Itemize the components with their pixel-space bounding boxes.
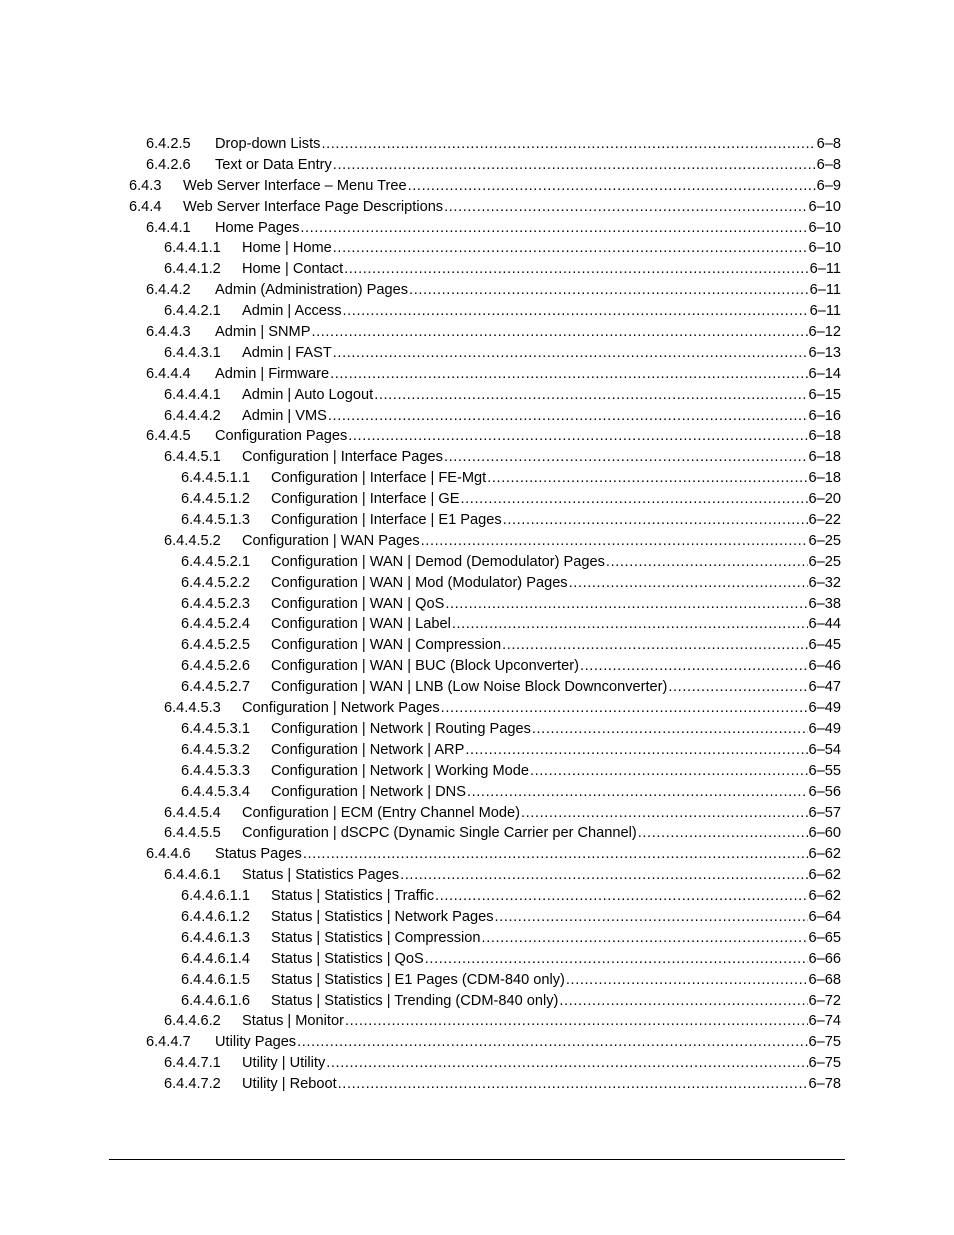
toc-entry[interactable] bbox=[0, 197, 954, 218]
toc-entry[interactable] bbox=[0, 865, 954, 886]
toc-entry[interactable] bbox=[0, 719, 954, 740]
toc-entry-page-number: 6–13 bbox=[808, 344, 841, 361]
toc-entry-page-number: 6–65 bbox=[808, 929, 841, 946]
toc-entry-title: Configuration | WAN | Demod (Demodulator) Pages bbox=[271, 553, 605, 570]
toc-entry-page-number: 6–46 bbox=[808, 658, 841, 675]
toc-entry-number: 6.4.4.5.4 bbox=[164, 804, 221, 821]
toc-entry-page-number: 6–10 bbox=[808, 219, 841, 236]
toc-entry-page-number: 6–14 bbox=[808, 365, 841, 382]
toc-entry-page-number: 6–16 bbox=[808, 407, 841, 424]
toc-dot-leader bbox=[311, 322, 807, 343]
toc-entry-page-number: 6–18 bbox=[808, 449, 841, 466]
toc-dot-leader bbox=[530, 761, 808, 782]
toc-entry[interactable] bbox=[0, 280, 954, 301]
toc-entry-title: Configuration | Interface | FE-Mgt bbox=[271, 470, 487, 487]
toc-entry[interactable] bbox=[0, 406, 954, 427]
toc-dot-leader bbox=[532, 719, 808, 740]
toc-dot-leader bbox=[408, 176, 816, 197]
toc-entry-title: Configuration | Interface Pages bbox=[242, 449, 443, 466]
toc-entry[interactable] bbox=[0, 782, 954, 803]
toc-entry[interactable] bbox=[0, 489, 954, 510]
toc-entry-page-number: 6–62 bbox=[808, 846, 841, 863]
toc-dot-leader bbox=[487, 468, 807, 489]
toc-entry-number: 6.4.4.6.1.6 bbox=[181, 992, 250, 1009]
toc-entry-title: Status | Statistics Pages bbox=[242, 867, 400, 884]
toc-dot-leader bbox=[444, 197, 807, 218]
toc-entry-page-number: 6–75 bbox=[808, 1034, 841, 1051]
toc-entry-page-number: 6–10 bbox=[808, 240, 841, 257]
toc-entry[interactable] bbox=[0, 928, 954, 949]
toc-entry-page-number: 6–25 bbox=[808, 553, 841, 570]
toc-entry-number: 6.4.4.5.3.2 bbox=[181, 741, 250, 758]
toc-dot-leader bbox=[482, 928, 808, 949]
toc-dot-leader bbox=[330, 364, 807, 385]
toc-entry-page-number: 6–60 bbox=[808, 825, 841, 842]
toc-dot-leader bbox=[333, 238, 808, 259]
toc-entry-number: 6.4.4.5.1.1 bbox=[181, 470, 250, 487]
toc-entry-title: Configuration | Network | DNS bbox=[271, 783, 466, 800]
toc-dot-leader bbox=[606, 552, 808, 573]
toc-entry-page-number: 6–12 bbox=[808, 324, 841, 341]
toc-entry[interactable] bbox=[0, 573, 954, 594]
toc-entry-page-number: 6–8 bbox=[816, 136, 841, 152]
toc-entry[interactable] bbox=[0, 385, 954, 406]
toc-entry[interactable] bbox=[0, 447, 954, 468]
toc-entry-number: 6.4.4.1.1 bbox=[164, 240, 221, 257]
toc-entry[interactable] bbox=[0, 907, 954, 928]
toc-entry-number: 6.4.4.6 bbox=[146, 846, 191, 863]
toc-entry-page-number: 6–18 bbox=[808, 470, 841, 487]
toc-entry-title: Web Server Interface – Menu Tree bbox=[183, 177, 407, 194]
toc-entry-title: Configuration | WAN | Mod (Modulator) Pages bbox=[271, 574, 568, 591]
toc-entry[interactable] bbox=[0, 803, 954, 824]
toc-entry-title: Utility Pages bbox=[215, 1034, 297, 1051]
toc-dot-leader bbox=[465, 740, 807, 761]
toc-dot-leader bbox=[345, 1011, 808, 1032]
toc-entry[interactable] bbox=[0, 364, 954, 385]
toc-entry-title: Home | Contact bbox=[242, 261, 344, 278]
table-of-contents bbox=[0, 134, 954, 1095]
toc-entry-title: Status Pages bbox=[215, 846, 302, 863]
toc-entry-page-number: 6–74 bbox=[808, 1013, 841, 1030]
toc-entry[interactable] bbox=[0, 698, 954, 719]
toc-dot-leader bbox=[326, 1053, 807, 1074]
toc-entry-page-number: 6–10 bbox=[808, 198, 841, 215]
toc-entry-number: 6.4.4.5.2.4 bbox=[181, 616, 250, 633]
toc-entry[interactable] bbox=[0, 656, 954, 677]
toc-entry-number: 6.4.4.6.1.3 bbox=[181, 929, 250, 946]
toc-dot-leader bbox=[566, 970, 808, 991]
toc-entry-title: Admin | VMS bbox=[242, 407, 327, 424]
toc-entry-title: Admin | SNMP bbox=[215, 324, 311, 341]
toc-entry[interactable] bbox=[0, 343, 954, 364]
toc-entry-number: 6.4.4.5.2.2 bbox=[181, 574, 250, 591]
toc-entry-page-number: 6–49 bbox=[808, 720, 841, 737]
toc-entry-number: 6.4.2.5 bbox=[146, 136, 191, 152]
toc-entry[interactable] bbox=[0, 949, 954, 970]
toc-entry-number: 6.4.4.5.3.1 bbox=[181, 720, 250, 737]
toc-entry[interactable] bbox=[0, 531, 954, 552]
toc-entry-title: Configuration | Interface | GE bbox=[271, 491, 460, 508]
toc-dot-leader bbox=[444, 447, 808, 468]
toc-entry-number: 6.4.4.7 bbox=[146, 1034, 191, 1051]
toc-entry-title: Admin | FAST bbox=[242, 344, 332, 361]
toc-entry-page-number: 6–72 bbox=[808, 992, 841, 1009]
toc-entry-page-number: 6–32 bbox=[808, 574, 841, 591]
toc-dot-leader bbox=[502, 635, 807, 656]
toc-entry-number: 6.4.4.4 bbox=[146, 365, 191, 382]
toc-entry-page-number: 6–66 bbox=[808, 950, 841, 967]
toc-entry-number: 6.4.4.6.1.4 bbox=[181, 950, 250, 967]
toc-entry-title: Configuration | WAN | QoS bbox=[271, 595, 445, 612]
toc-entry-title: Configuration | WAN | LNB (Low Noise Block Downconverter) bbox=[271, 679, 668, 696]
toc-dot-leader bbox=[425, 949, 808, 970]
toc-entry[interactable] bbox=[0, 218, 954, 239]
toc-dot-leader bbox=[348, 426, 807, 447]
toc-dot-leader bbox=[400, 865, 807, 886]
toc-entry-number: 6.4.4.5.2.1 bbox=[181, 553, 250, 570]
toc-entry-page-number: 6–64 bbox=[808, 908, 841, 925]
toc-dot-leader bbox=[441, 698, 808, 719]
toc-dot-leader bbox=[338, 1074, 808, 1095]
toc-entry-title: Configuration | Network Pages bbox=[242, 700, 440, 717]
toc-dot-leader bbox=[668, 677, 807, 698]
toc-dot-leader bbox=[467, 782, 808, 803]
toc-entry-number: 6.4.4.5.1.2 bbox=[181, 491, 250, 508]
toc-entry-number: 6.4.4.2.1 bbox=[164, 303, 221, 320]
toc-entry-title: Drop-down Lists bbox=[215, 136, 321, 152]
toc-entry-number: 6.4.4.5.2.7 bbox=[181, 679, 250, 696]
toc-entry-page-number: 6–54 bbox=[808, 741, 841, 758]
toc-entry-page-number: 6–11 bbox=[809, 303, 841, 320]
toc-entry-page-number: 6–38 bbox=[808, 595, 841, 612]
toc-dot-leader bbox=[374, 385, 807, 406]
toc-dot-leader bbox=[300, 218, 807, 239]
toc-entry[interactable] bbox=[0, 1032, 954, 1053]
toc-dot-leader bbox=[460, 489, 807, 510]
toc-entry-number: 6.4.4.5.2 bbox=[164, 532, 221, 549]
toc-entry-title: Utility | Utility bbox=[242, 1055, 326, 1072]
toc-entry[interactable] bbox=[0, 238, 954, 259]
toc-entry-page-number: 6–78 bbox=[808, 1076, 841, 1093]
toc-entry-title: Configuration | Network | Working Mode bbox=[271, 762, 529, 779]
toc-dot-leader bbox=[452, 614, 808, 635]
toc-entry-number: 6.4.4.6.1 bbox=[164, 867, 221, 884]
toc-dot-leader bbox=[321, 134, 815, 155]
toc-entry[interactable] bbox=[0, 134, 954, 155]
toc-dot-leader bbox=[344, 259, 808, 280]
toc-entry-page-number: 6–44 bbox=[808, 616, 841, 633]
toc-entry-page-number: 6–22 bbox=[808, 512, 841, 529]
toc-entry-title: Status | Statistics | Compression bbox=[271, 929, 481, 946]
toc-entry-title: Configuration | dSCPC (Dynamic Single Carrier per Channel) bbox=[242, 825, 637, 842]
toc-entry[interactable] bbox=[0, 844, 954, 865]
toc-entry-title: Status | Monitor bbox=[242, 1013, 344, 1030]
toc-dot-leader bbox=[333, 155, 816, 176]
toc-entry-title: Status | Statistics | E1 Pages (CDM-840 only) bbox=[271, 971, 565, 988]
toc-entry-title: Home | Home bbox=[242, 240, 332, 257]
toc-entry[interactable] bbox=[0, 426, 954, 447]
toc-entry-number: 6.4.4.5 bbox=[146, 428, 191, 445]
toc-entry-title: Status | Statistics | Traffic bbox=[271, 888, 435, 905]
toc-entry-number: 6.4.3 bbox=[129, 177, 162, 194]
toc-entry-number: 6.4.4.5.1 bbox=[164, 449, 221, 466]
toc-entry-number: 6.4.4.3 bbox=[146, 324, 191, 341]
toc-entry-title: Home Pages bbox=[215, 219, 300, 236]
toc-entry-number: 6.4.4.5.2.6 bbox=[181, 658, 250, 675]
toc-entry-title: Configuration | ECM (Entry Channel Mode) bbox=[242, 804, 520, 821]
toc-entry[interactable] bbox=[0, 510, 954, 531]
toc-entry-number: 6.4.4.6.1.1 bbox=[181, 888, 250, 905]
toc-entry-number: 6.4.4.5.3 bbox=[164, 700, 221, 717]
toc-entry[interactable] bbox=[0, 740, 954, 761]
toc-entry-title: Text or Data Entry bbox=[215, 156, 332, 173]
toc-entry-page-number: 6–62 bbox=[808, 888, 841, 905]
toc-entry-number: 6.4.4.5.2.5 bbox=[181, 637, 250, 654]
toc-entry-page-number: 6–20 bbox=[808, 491, 841, 508]
toc-dot-leader bbox=[569, 573, 808, 594]
toc-entry-title: Configuration | Network | ARP bbox=[271, 741, 465, 758]
toc-entry[interactable] bbox=[0, 677, 954, 698]
toc-entry-title: Configuration | Interface | E1 Pages bbox=[271, 512, 502, 529]
toc-dot-leader bbox=[343, 301, 809, 322]
toc-dot-leader bbox=[503, 510, 808, 531]
toc-dot-leader bbox=[297, 1032, 807, 1053]
toc-entry-page-number: 6–25 bbox=[808, 532, 841, 549]
toc-entry[interactable] bbox=[0, 1011, 954, 1032]
toc-dot-leader bbox=[303, 844, 808, 865]
toc-entry-title: Admin | Firmware bbox=[215, 365, 330, 382]
toc-entry-title: Utility | Reboot bbox=[242, 1076, 337, 1093]
toc-entry-title: Admin | Auto Logout bbox=[242, 386, 374, 403]
toc-entry-page-number: 6–47 bbox=[808, 679, 841, 696]
toc-entry[interactable] bbox=[0, 970, 954, 991]
toc-dot-leader bbox=[495, 907, 808, 928]
toc-dot-leader bbox=[638, 823, 808, 844]
toc-entry[interactable] bbox=[0, 823, 954, 844]
toc-entry[interactable] bbox=[0, 322, 954, 343]
toc-entry-title: Status | Statistics | QoS bbox=[271, 950, 424, 967]
toc-entry-title: Configuration | WAN Pages bbox=[242, 532, 420, 549]
toc-dot-leader bbox=[333, 343, 808, 364]
toc-entry[interactable] bbox=[0, 259, 954, 280]
toc-dot-leader bbox=[328, 406, 808, 427]
toc-entry-title: Configuration | WAN | Compression bbox=[271, 637, 502, 654]
toc-entry-title: Configuration Pages bbox=[215, 428, 348, 445]
toc-entry-title: Configuration | WAN | Label bbox=[271, 616, 451, 633]
toc-entry-page-number: 6–56 bbox=[808, 783, 841, 800]
toc-entry-number: 6.4.4.3.1 bbox=[164, 344, 221, 361]
toc-entry-number: 6.4.4.6.1.2 bbox=[181, 908, 250, 925]
toc-dot-leader bbox=[521, 803, 808, 824]
toc-entry-page-number: 6–9 bbox=[816, 177, 841, 194]
toc-entry-page-number: 6–11 bbox=[809, 261, 841, 278]
toc-entry[interactable] bbox=[0, 552, 954, 573]
toc-entry-number: 6.4.4.4.2 bbox=[164, 407, 221, 424]
toc-entry-page-number: 6–68 bbox=[808, 971, 841, 988]
toc-entry-number: 6.4.4.4.1 bbox=[164, 386, 221, 403]
toc-entry[interactable] bbox=[0, 761, 954, 782]
toc-entry[interactable] bbox=[0, 1074, 954, 1095]
toc-entry-title: Status | Statistics | Trending (CDM-840 only) bbox=[271, 992, 559, 1009]
toc-entry-title: Configuration | WAN | BUC (Block Upconverter) bbox=[271, 658, 579, 675]
toc-entry-number: 6.4.4.5.3.3 bbox=[181, 762, 250, 779]
toc-entry-page-number: 6–49 bbox=[808, 700, 841, 717]
toc-entry-page-number: 6–11 bbox=[809, 282, 841, 299]
toc-entry-page-number: 6–45 bbox=[808, 637, 841, 654]
toc-dot-leader bbox=[559, 991, 807, 1012]
toc-entry[interactable] bbox=[0, 991, 954, 1012]
toc-dot-leader bbox=[435, 886, 807, 907]
toc-entry-title: Web Server Interface Page Descriptions bbox=[183, 198, 444, 215]
toc-entry-page-number: 6–57 bbox=[808, 804, 841, 821]
toc-entry[interactable] bbox=[0, 468, 954, 489]
toc-entry-page-number: 6–18 bbox=[808, 428, 841, 445]
toc-entry-number: 6.4.4.5.3.4 bbox=[181, 783, 250, 800]
toc-entry-number: 6.4.4.7.2 bbox=[164, 1076, 221, 1093]
toc-entry-number: 6.4.4.1.2 bbox=[164, 261, 221, 278]
toc-entry-number: 6.4.4.7.1 bbox=[164, 1055, 221, 1072]
toc-entry-number: 6.4.4.6.1.5 bbox=[181, 971, 250, 988]
toc-entry[interactable] bbox=[0, 886, 954, 907]
toc-dot-leader bbox=[409, 280, 809, 301]
toc-dot-leader bbox=[421, 531, 808, 552]
toc-entry-number: 6.4.4.6.2 bbox=[164, 1013, 221, 1030]
toc-entry[interactable] bbox=[0, 594, 954, 615]
toc-entry-number: 6.4.4 bbox=[129, 198, 162, 215]
toc-entry-number: 6.4.4.5.5 bbox=[164, 825, 221, 842]
toc-entry-number: 6.4.4.5.2.3 bbox=[181, 595, 250, 612]
toc-entry-title: Admin (Administration) Pages bbox=[215, 282, 409, 299]
toc-entry-number: 6.4.4.5.1.3 bbox=[181, 512, 250, 529]
toc-entry-page-number: 6–75 bbox=[808, 1055, 841, 1072]
toc-entry-number: 6.4.4.1 bbox=[146, 219, 191, 236]
toc-entry-title: Configuration | Network | Routing Pages bbox=[271, 720, 531, 737]
toc-entry-page-number: 6–15 bbox=[808, 386, 841, 403]
toc-entry[interactable] bbox=[0, 155, 954, 176]
toc-entry[interactable] bbox=[0, 1053, 954, 1074]
toc-entry-number: 6.4.2.6 bbox=[146, 156, 191, 173]
toc-entry-number: 6.4.4.2 bbox=[146, 282, 191, 299]
toc-dot-leader bbox=[580, 656, 808, 677]
toc-entry[interactable] bbox=[0, 614, 954, 635]
toc-dot-leader bbox=[445, 594, 807, 615]
toc-entry[interactable] bbox=[0, 301, 954, 322]
toc-entry[interactable] bbox=[0, 635, 954, 656]
toc-entry-title: Status | Statistics | Network Pages bbox=[271, 908, 494, 925]
toc-entry-page-number: 6–55 bbox=[808, 762, 841, 779]
toc-entry-page-number: 6–62 bbox=[808, 867, 841, 884]
toc-entry-title: Admin | Access bbox=[242, 303, 342, 320]
footer-divider bbox=[109, 1159, 845, 1160]
toc-entry[interactable] bbox=[0, 176, 954, 197]
toc-entry-page-number: 6–8 bbox=[816, 156, 841, 173]
